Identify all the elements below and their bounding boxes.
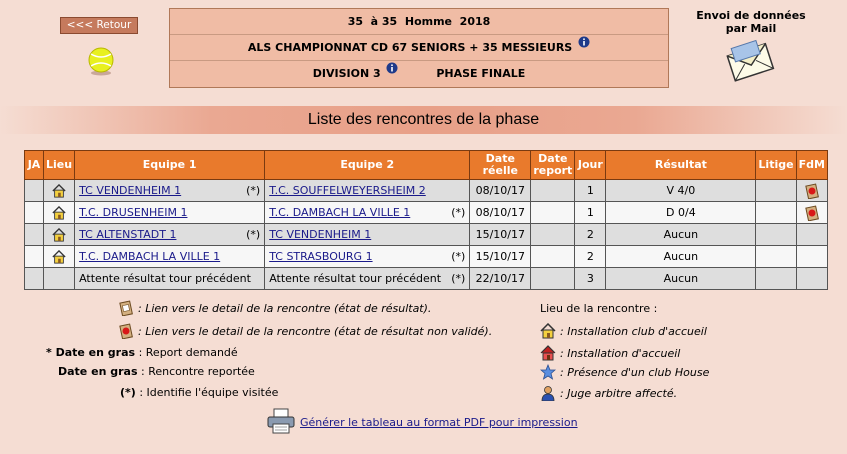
cell-equipe2	[265, 180, 470, 202]
cell-lieu	[44, 180, 75, 202]
competition-category: 35 à 35 Homme 2018	[170, 9, 668, 35]
cell-date-report	[531, 246, 575, 268]
phase-label: PHASE FINALE	[436, 67, 526, 80]
cell-jour: 1	[575, 180, 606, 202]
table-row	[25, 180, 828, 202]
legend-club-house	[540, 364, 709, 380]
info-icon[interactable]	[386, 62, 398, 74]
col-resultat: Résultat	[606, 151, 756, 180]
fdm-invalid-icon[interactable]	[804, 205, 820, 221]
visited-mark: (*)	[451, 250, 466, 263]
retour-button[interactable]: <<< Retour	[60, 17, 138, 34]
team2-link[interactable]: T.C. SOUFFELWEYERSHEIM 2	[269, 184, 426, 197]
table-row	[25, 246, 828, 268]
col-equipe2: Equipe 2	[265, 151, 470, 180]
visited-mark: (*)	[451, 206, 466, 219]
table-row	[25, 224, 828, 246]
cell-date-report	[531, 268, 575, 290]
fdm-valid-icon	[118, 300, 134, 316]
house-yellow-icon[interactable]	[52, 184, 66, 198]
visited-mark: (*)	[246, 184, 261, 197]
cell-date-report	[531, 180, 575, 202]
team2-link[interactable]: T.C. DAMBACH LA VILLE 1	[269, 206, 411, 219]
table-row	[25, 268, 828, 290]
section-title: Liste des rencontres de la phase	[307, 111, 540, 128]
col-equipe1: Equipe 1	[75, 151, 265, 180]
matches-table	[24, 150, 828, 290]
cell-date-report	[531, 224, 575, 246]
legend-home-text: : Installation d'accueil	[560, 347, 681, 360]
cell-date-reelle: 22/10/17	[470, 268, 531, 290]
star-icon	[540, 364, 556, 380]
legend-report-demande-value: : Report demandé	[138, 346, 238, 359]
col-fdm: FdM	[796, 151, 827, 180]
team2-link: Attente résultat tour précédent	[269, 272, 442, 285]
pdf-generate-link[interactable]: Générer le tableau au format PDF pour impression	[300, 416, 578, 429]
cell-resultat: V 4/0	[606, 180, 756, 202]
cell-jour: 3	[575, 268, 606, 290]
cell-equipe1	[75, 246, 265, 268]
cell-litige	[756, 202, 796, 224]
cell-litige	[756, 180, 796, 202]
cell-ja	[25, 224, 44, 246]
cell-lieu	[44, 224, 75, 246]
fdm-invalid-icon[interactable]	[804, 183, 820, 199]
legend-club-house-text: : Présence d'un club House	[560, 366, 710, 379]
cell-date-reelle: 08/10/17	[470, 180, 531, 202]
cell-litige	[756, 246, 796, 268]
cell-fdm	[796, 202, 827, 224]
cell-date-report	[531, 202, 575, 224]
competition-header	[169, 8, 669, 88]
legend-visited-value: : Identifie l'équipe visitée	[139, 386, 279, 399]
house-yellow-icon[interactable]	[52, 228, 66, 242]
cell-ja	[25, 246, 44, 268]
legend-fdm-invalid-text: : Lien vers le detail de la rencontre (état de résultat non validé).	[138, 325, 493, 338]
team1-link: Attente résultat tour précédent	[79, 272, 251, 285]
pdf-export	[266, 408, 578, 434]
team2-link[interactable]: TC VENDENHEIM 1	[269, 228, 372, 241]
cell-equipe2	[265, 202, 470, 224]
competition-name: ALS CHAMPIONNAT CD 67 SENIORS + 35 MESSIEURS	[247, 41, 573, 54]
legend-referee	[540, 385, 677, 401]
cell-lieu	[44, 202, 75, 224]
col-date-report: Date report	[531, 151, 575, 180]
competition-name-row	[170, 35, 668, 61]
mail-export	[688, 9, 814, 83]
legend-report-effectue-key: Date en gras	[58, 365, 138, 378]
cell-equipe1	[75, 268, 265, 290]
house-yellow-icon[interactable]	[52, 250, 66, 264]
division-label: DIVISION 3	[312, 67, 381, 80]
legend-report-effectue-value: : Rencontre reportée	[141, 365, 255, 378]
cell-ja	[25, 180, 44, 202]
cell-equipe1	[75, 180, 265, 202]
referee-icon	[540, 385, 556, 401]
team1-link[interactable]: TC VENDENHEIM 1	[79, 184, 182, 197]
cell-equipe1	[75, 224, 265, 246]
cell-resultat: Aucun	[606, 224, 756, 246]
legend-club-home-text: : Installation club d'accueil	[560, 325, 707, 338]
house-yellow-icon[interactable]	[52, 206, 66, 220]
house-red-icon	[540, 345, 556, 361]
cell-litige	[756, 268, 796, 290]
legend-club-home	[540, 323, 707, 339]
cell-equipe2	[265, 246, 470, 268]
legend-referee-text: : Juge arbitre affecté.	[560, 387, 678, 400]
legend-report-effectue	[58, 365, 255, 378]
cell-date-reelle: 15/10/17	[470, 246, 531, 268]
cell-jour: 2	[575, 224, 606, 246]
legend-report-demande-key: * Date en gras	[46, 346, 136, 359]
team2-link[interactable]: TC STRASBOURG 1	[269, 250, 373, 263]
cell-equipe1	[75, 202, 265, 224]
cell-equipe2	[265, 224, 470, 246]
cell-resultat: Aucun	[606, 268, 756, 290]
mail-title-line2: par Mail	[725, 22, 777, 35]
cell-lieu	[44, 246, 75, 268]
cell-jour: 2	[575, 246, 606, 268]
visited-mark: (*)	[246, 228, 261, 241]
cell-fdm	[796, 268, 827, 290]
visited-mark: (*)	[451, 272, 466, 285]
legend-visited-key: (*)	[120, 386, 136, 399]
division-row	[170, 61, 668, 87]
legend-report-demande	[46, 346, 238, 359]
team1-link[interactable]: T.C. DRUSENHEIM 1	[79, 206, 188, 219]
house-yellow-icon	[540, 323, 556, 339]
info-icon[interactable]	[578, 36, 590, 48]
legend-fdm-valid	[118, 300, 431, 316]
col-lieu: Lieu	[44, 151, 75, 180]
cell-fdm	[796, 180, 827, 202]
col-litige: Litige	[756, 151, 796, 180]
fdm-invalid-icon	[118, 323, 134, 339]
cell-equipe2	[265, 268, 470, 290]
cell-resultat: Aucun	[606, 246, 756, 268]
cell-resultat: D 0/4	[606, 202, 756, 224]
tennis-ball-icon	[86, 46, 116, 76]
cell-date-reelle: 08/10/17	[470, 202, 531, 224]
cell-ja	[25, 268, 44, 290]
printer-icon[interactable]	[266, 408, 296, 434]
legend-lieu-title: Lieu de la rencontre :	[540, 302, 658, 315]
cell-litige	[756, 224, 796, 246]
col-ja: JA	[25, 151, 44, 180]
envelope-icon[interactable]	[726, 39, 776, 83]
legend-fdm-invalid	[118, 323, 492, 339]
legend-visited	[120, 386, 278, 399]
team1-link[interactable]: T.C. DAMBACH LA VILLE 1	[79, 250, 221, 263]
table-header-row	[25, 151, 828, 180]
cell-fdm	[796, 246, 827, 268]
cell-ja	[25, 202, 44, 224]
table-row	[25, 202, 828, 224]
legend-fdm-valid-text: : Lien vers le detail de la rencontre (état de résultat).	[138, 302, 432, 315]
cell-lieu	[44, 268, 75, 290]
cell-fdm	[796, 224, 827, 246]
col-date-reelle: Date réelle	[470, 151, 531, 180]
team1-link[interactable]: TC ALTENSTADT 1	[79, 228, 177, 241]
mail-title-line1: Envoi de données	[696, 9, 806, 22]
cell-date-reelle: 15/10/17	[470, 224, 531, 246]
legend-home	[540, 345, 680, 361]
cell-jour: 1	[575, 202, 606, 224]
col-jour: Jour	[575, 151, 606, 180]
